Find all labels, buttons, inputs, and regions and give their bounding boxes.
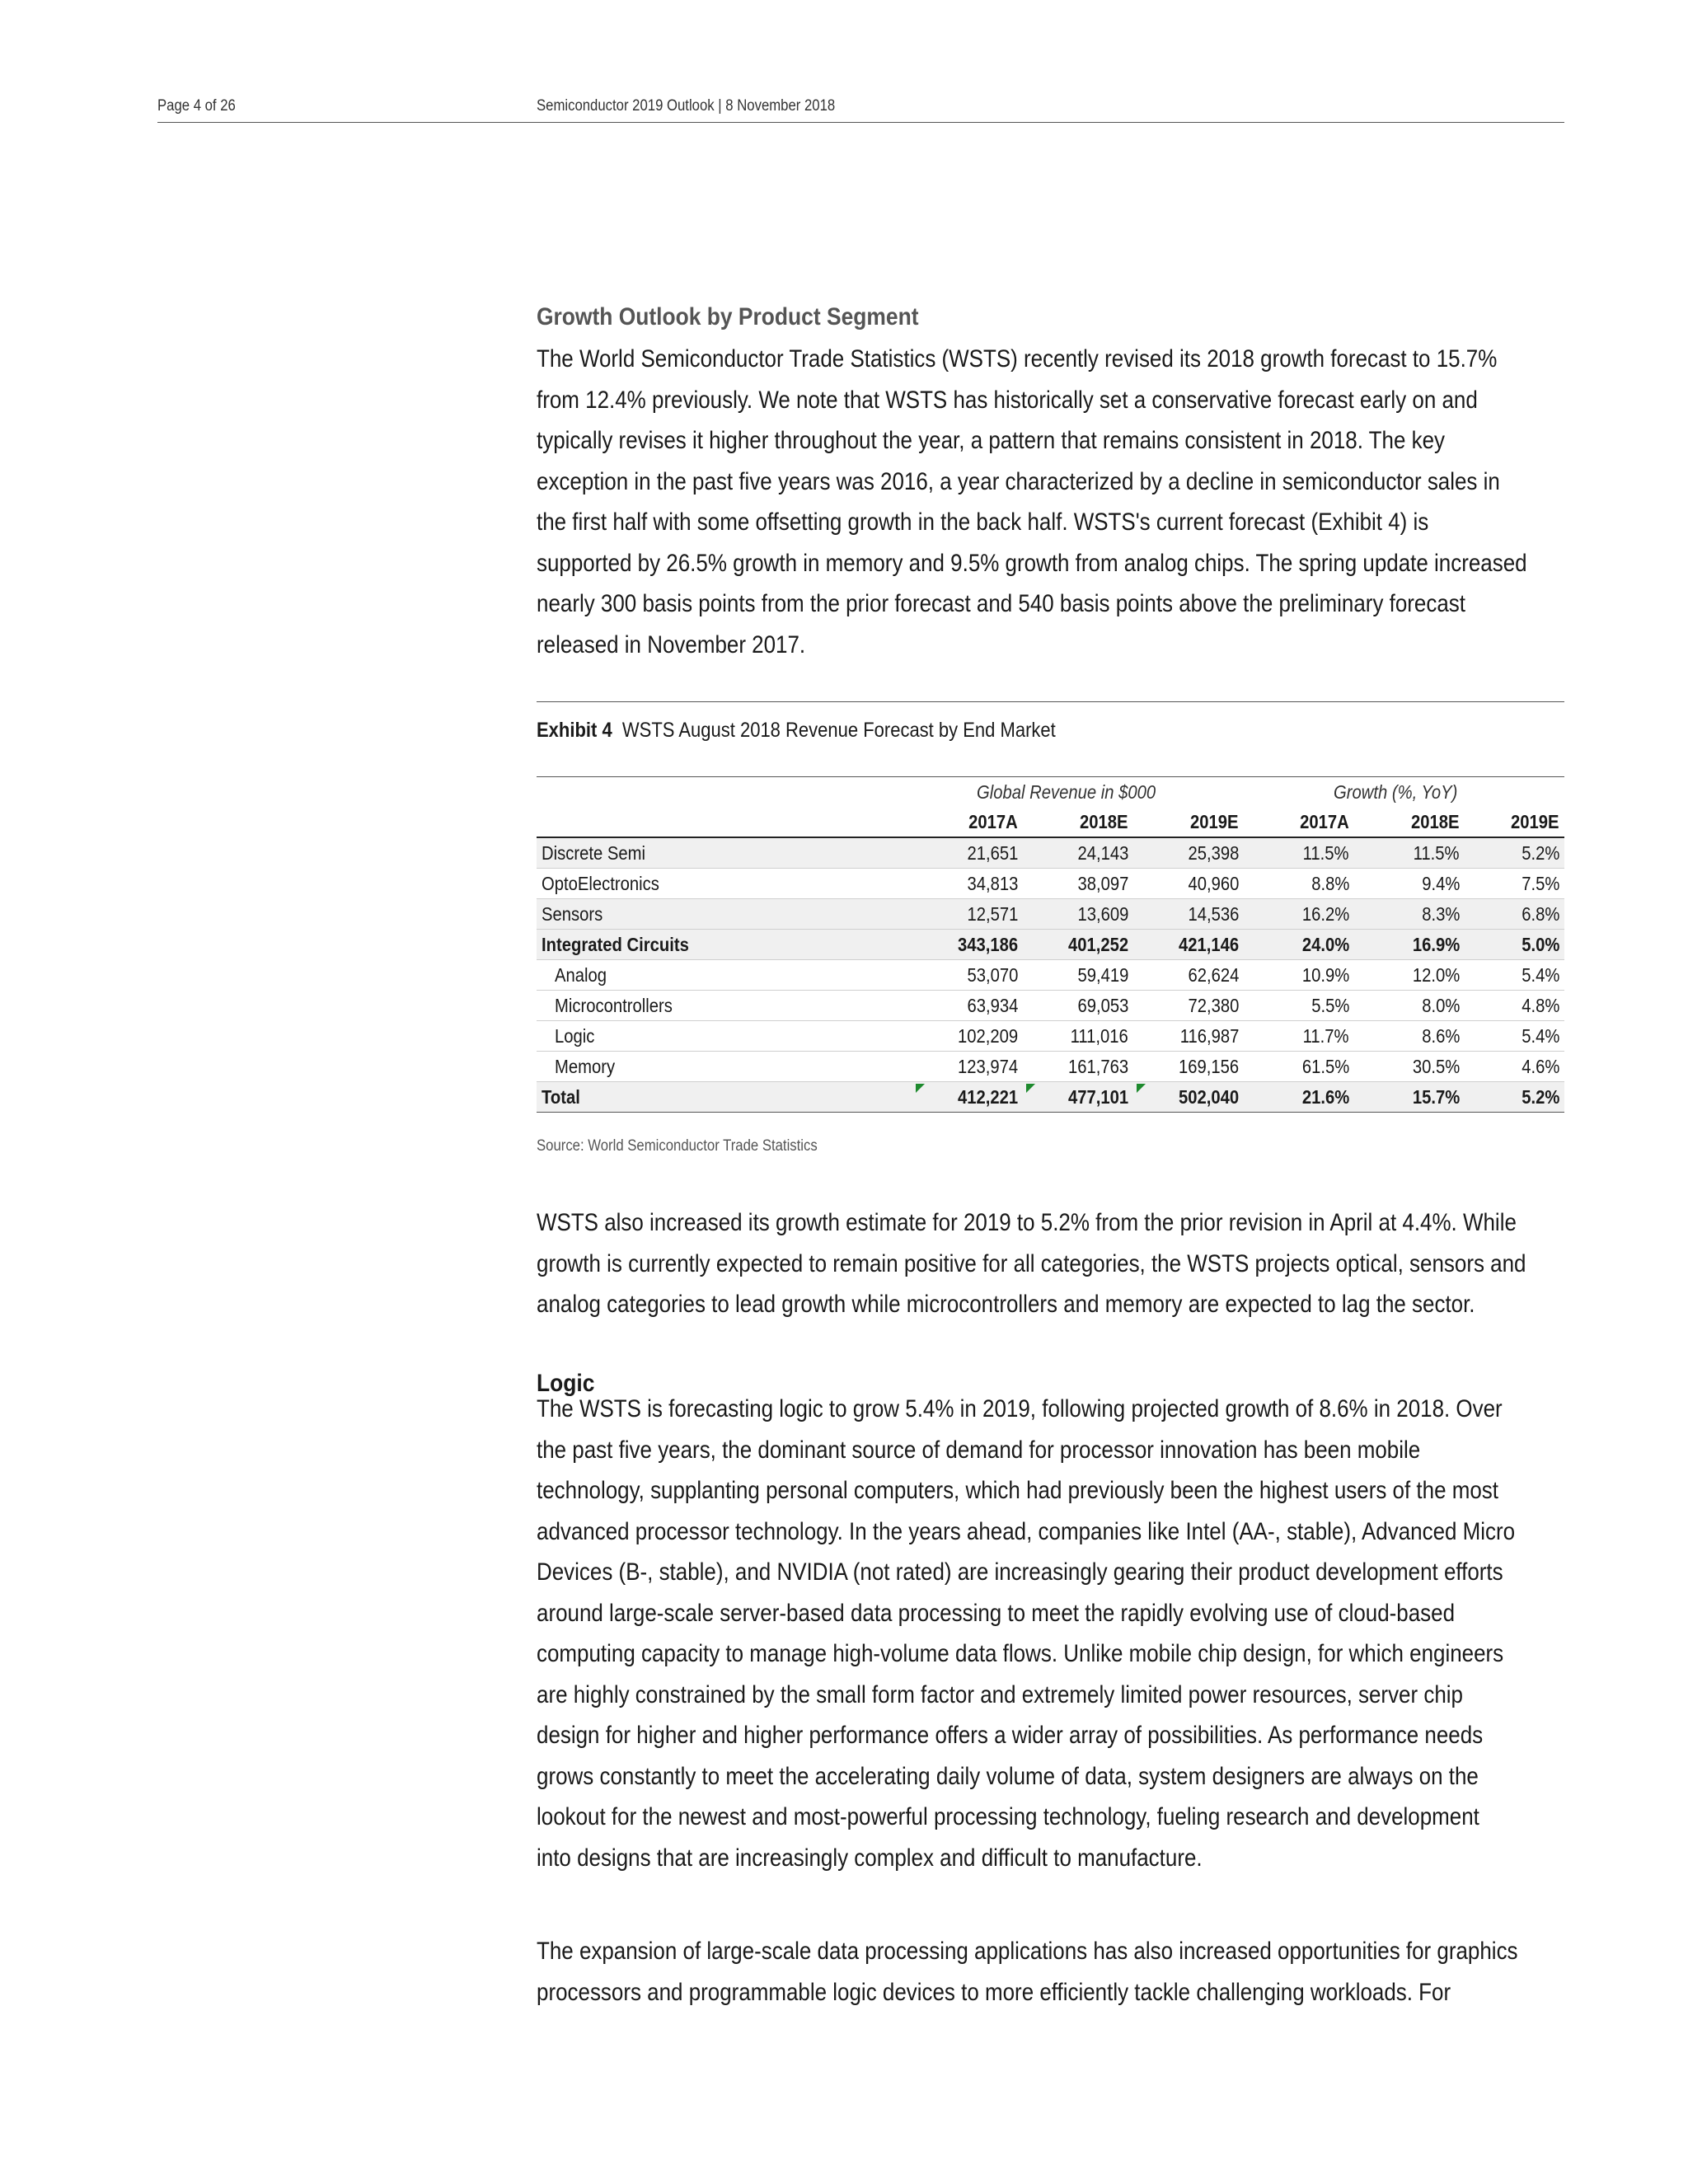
table-cell: 4.6% [1465, 1052, 1564, 1082]
table-cell: 40,960 [1133, 869, 1244, 899]
comment-marker-icon [916, 1084, 925, 1093]
table-cell: 502,040 [1133, 1082, 1244, 1113]
table-cell: 16.9% [1354, 930, 1465, 960]
table-cell: 6.8% [1465, 899, 1564, 930]
table-cell: 59,419 [1023, 960, 1133, 991]
page-header [157, 97, 1564, 123]
table-cell: 4.8% [1465, 991, 1564, 1021]
table-cell: 15.7% [1354, 1082, 1465, 1113]
exhibit-label: Exhibit 4 [537, 719, 612, 742]
table-cell: 30.5% [1354, 1052, 1465, 1082]
table-cell: 72,380 [1133, 991, 1244, 1021]
table-cell: 21.6% [1244, 1082, 1354, 1113]
comment-marker-icon [1026, 1084, 1035, 1093]
row-label: Memory [537, 1052, 912, 1082]
table-cell: 5.4% [1465, 960, 1564, 991]
table-row [537, 837, 1564, 869]
row-label: Total [537, 1082, 912, 1113]
table-cell: 38,097 [1023, 869, 1133, 899]
table-row [537, 1082, 1564, 1113]
row-label: Sensors [537, 899, 912, 930]
table-cell: 10.9% [1244, 960, 1354, 991]
table-cell: 5.2% [1465, 1082, 1564, 1113]
table-cell: 5.0% [1465, 930, 1564, 960]
table-row [537, 1052, 1564, 1082]
table-cell: 12.0% [1354, 960, 1465, 991]
table-cell: 477,101 [1023, 1082, 1133, 1113]
page-number: Page 4 of 26 [157, 97, 236, 115]
table-cell: 116,987 [1133, 1021, 1244, 1052]
table-cell: 13,609 [1023, 899, 1133, 930]
table-cell: 7.5% [1465, 869, 1564, 899]
table-cell: 25,398 [1133, 837, 1244, 869]
year-header-row [537, 807, 1564, 837]
exhibit-4 [537, 701, 1564, 1155]
row-label: Discrete Semi [537, 837, 912, 869]
comment-marker-icon [1137, 1084, 1146, 1093]
table-cell: 161,763 [1023, 1052, 1133, 1082]
table-cell: 8.6% [1354, 1021, 1465, 1052]
table-cell: 9.4% [1354, 869, 1465, 899]
table-cell: 24,143 [1023, 837, 1133, 869]
table-cell: 111,016 [1023, 1021, 1133, 1052]
table-row [537, 991, 1564, 1021]
table-cell: 63,934 [912, 991, 1023, 1021]
year-header: 2019E [1133, 807, 1244, 837]
table-cell: 14,536 [1133, 899, 1244, 930]
growth-group-header: Growth (%, YoY) [1334, 780, 1458, 803]
intro-paragraph: The World Semiconductor Trade Statistics (WSTS) recently revised its 2018 growth forecast to 15.7% from 12.4% previously. We note that WSTS has historically set a conservative forecast early on and typically revises it higher throughout the year, a pattern that remains consistent in 2018. The key exception in the past five years was 2016, a year characterized by a decline in semiconductor sales in the first half with some offsetting growth in the back half. WSTS's current forecast (Exhibit 4) is supported by 26.5% growth in memory and 9.5% growth from analog chips. The spring update increased nearly 300 basis points from the prior forecast and 540 basis points above the preliminary forecast released in November 2017. [537, 345, 1527, 658]
table-cell: 5.5% [1244, 991, 1354, 1021]
year-header: 2017A [912, 807, 1023, 837]
document-title: Semiconductor 2019 Outlook | 8 November 2018 [537, 97, 836, 115]
exhibit-caption: WSTS August 2018 Revenue Forecast by End Market [621, 719, 1056, 742]
table-cell: 24.0% [1244, 930, 1354, 960]
exhibit-source: Source: World Semiconductor Trade Statistics [537, 1137, 818, 1155]
table-row [537, 899, 1564, 930]
table-cell: 5.4% [1465, 1021, 1564, 1052]
row-label: Logic [537, 1021, 912, 1052]
table-cell: 169,156 [1133, 1052, 1244, 1082]
row-label: Microcontrollers [537, 991, 912, 1021]
logic-heading: Logic [537, 1370, 595, 1397]
table-row [537, 960, 1564, 991]
table-cell: 343,186 [912, 930, 1023, 960]
group-header-row [537, 777, 1564, 808]
table-cell: 8.8% [1244, 869, 1354, 899]
table-row [537, 930, 1564, 960]
year-header: 2019E [1465, 807, 1564, 837]
table-cell: 102,209 [912, 1021, 1023, 1052]
expansion-paragraph: The expansion of large-scale data processing applications has also increased opportunities for graphics processors and programmable logic devices to more efficiently tackle challenging workloads. For [537, 1938, 1518, 2006]
table-cell: 8.0% [1354, 991, 1465, 1021]
table-cell: 421,146 [1133, 930, 1244, 960]
table-cell: 12,571 [912, 899, 1023, 930]
table-cell: 34,813 [912, 869, 1023, 899]
table-row [537, 1021, 1564, 1052]
table-row [537, 869, 1564, 899]
table-cell: 21,651 [912, 837, 1023, 869]
table-cell: 69,053 [1023, 991, 1133, 1021]
year-header: 2018E [1354, 807, 1465, 837]
table-cell: 53,070 [912, 960, 1023, 991]
table-cell: 11.5% [1244, 837, 1354, 869]
section-heading: Growth Outlook by Product Segment [537, 303, 919, 330]
row-label: Integrated Circuits [537, 930, 912, 960]
row-label: OptoElectronics [537, 869, 912, 899]
table-cell: 123,974 [912, 1052, 1023, 1082]
exhibit-title [537, 719, 1056, 743]
table-cell: 11.5% [1354, 837, 1465, 869]
table-cell: 401,252 [1023, 930, 1133, 960]
table-cell: 16.2% [1244, 899, 1354, 930]
row-label: Analog [537, 960, 912, 991]
growth-paragraph: WSTS also increased its growth estimate for 2019 to 5.2% from the prior revision in April at 4.4%. While growth is currently expected to remain positive for all categories, the WSTS projects optical, sensors and analog categories to lead growth while microcontrollers and memory are expected to lag the sector. [537, 1209, 1526, 1318]
table-cell: 61.5% [1244, 1052, 1354, 1082]
table-cell: 8.3% [1354, 899, 1465, 930]
table-cell: 5.2% [1465, 837, 1564, 869]
table-cell: 412,221 [912, 1082, 1023, 1113]
revenue-group-header: Global Revenue in $000 [976, 780, 1156, 803]
logic-paragraph: The WSTS is forecasting logic to grow 5.4% in 2019, following projected growth of 8.6% in 2018. Over the past five years, the dominant source of demand for processor innovation has been mobile technology, supplanting personal computers, which had previously been the highest users of the most advanced processor technology. In the years ahead, companies like Intel (AA-, stable), Advanced Micro Devices (B-, stable), and NVIDIA (not rated) are increasingly gearing their product development efforts around large-scale server-based data processing to meet the rapidly evolving use of cloud-based computing capacity to manage high-volume data flows. Unlike mobile chip design, for which engineers are highly constrained by the small form factor and extremely limited power resources, server chip design for higher and higher performance offers a wider array of possibilities. As performance needs grows constantly to meet the accelerating daily volume of data, system designers are always on the lookout for the newest and most-powerful processing technology, fueling research and development into designs that are increasingly complex and difficult to manufacture. [537, 1395, 1516, 1872]
table-cell: 62,624 [1133, 960, 1244, 991]
year-header: 2018E [1023, 807, 1133, 837]
table-cell: 11.7% [1244, 1021, 1354, 1052]
year-header: 2017A [1244, 807, 1354, 837]
forecast-table [537, 776, 1564, 1113]
